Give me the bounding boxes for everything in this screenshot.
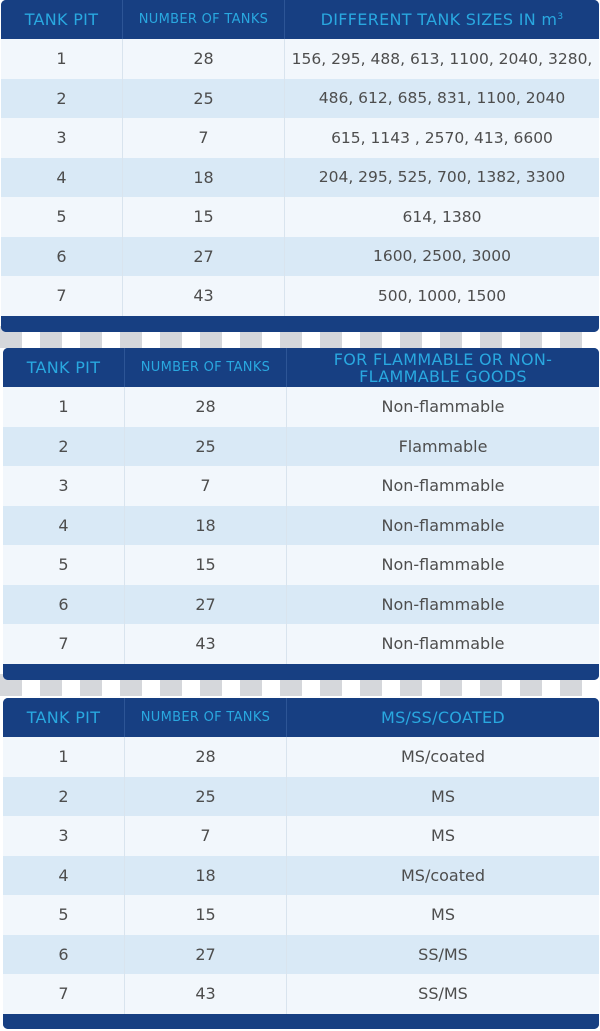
table-row bbox=[1, 79, 599, 119]
cell-number-of-tanks: 28 bbox=[125, 387, 287, 427]
cell-tank-sizes: 204, 295, 525, 700, 1382, 3300 bbox=[318, 168, 566, 187]
cell-tank-pit: 2 bbox=[3, 777, 125, 817]
table-header bbox=[3, 698, 599, 737]
cell-number-of-tanks: 25 bbox=[125, 427, 287, 467]
cell-number-of-tanks: 28 bbox=[125, 737, 287, 777]
cell-number-of-tanks: 43 bbox=[125, 624, 287, 664]
table-row bbox=[3, 585, 599, 625]
cell-number-of-tanks: 27 bbox=[125, 935, 287, 975]
cell-number-of-tanks: 18 bbox=[125, 856, 287, 896]
table-row bbox=[1, 237, 599, 277]
cell-material: SS/MS bbox=[418, 984, 468, 1004]
cell-tank-pit: 2 bbox=[1, 79, 123, 119]
header-number-of-tanks: NUMBER OF TANKS bbox=[123, 0, 285, 39]
cell-tank-pit: 4 bbox=[3, 856, 125, 896]
table-row bbox=[1, 39, 599, 79]
header-material: MS/SS/COATED bbox=[380, 708, 506, 727]
header-superscript: 3 bbox=[557, 12, 564, 22]
cell-tank-pit: 4 bbox=[3, 506, 125, 546]
table-body bbox=[1, 39, 599, 316]
cell-tank-pit: 6 bbox=[1, 237, 123, 277]
header-tank-pit: TANK PIT bbox=[1, 0, 123, 39]
table-row bbox=[3, 935, 599, 975]
table-header bbox=[1, 0, 599, 39]
cell-tank-pit: 5 bbox=[3, 545, 125, 585]
header-number-of-tanks: NUMBER OF TANKS bbox=[125, 348, 287, 387]
cell-number-of-tanks: 27 bbox=[125, 585, 287, 625]
table-row bbox=[3, 427, 599, 467]
cell-tank-pit: 6 bbox=[3, 935, 125, 975]
cell-tank-sizes: 1600, 2500, 3000 bbox=[372, 247, 512, 266]
cell-number-of-tanks: 7 bbox=[125, 816, 287, 856]
table-header bbox=[3, 348, 599, 387]
cell-tank-pit: 6 bbox=[3, 585, 125, 625]
cell-number-of-tanks: 7 bbox=[123, 118, 285, 158]
cell-flammability: Non-flammable bbox=[381, 515, 505, 535]
cell-material: MS/coated bbox=[400, 865, 485, 885]
table-row bbox=[3, 737, 599, 777]
cell-number-of-tanks: 25 bbox=[125, 777, 287, 817]
table-footer-bar bbox=[3, 1014, 599, 1029]
header-flammability: FOR FLAMMABLE OR NON-FLAMMABLE GOODS bbox=[333, 349, 553, 386]
cell-material: MS/coated bbox=[400, 747, 485, 767]
table-row bbox=[3, 777, 599, 817]
cell-material: MS bbox=[431, 786, 455, 806]
cell-tank-pit: 2 bbox=[3, 427, 125, 467]
cell-number-of-tanks: 28 bbox=[123, 39, 285, 79]
cell-tank-pit: 1 bbox=[1, 39, 123, 79]
table-row bbox=[3, 974, 599, 1014]
cell-tank-pit: 3 bbox=[1, 118, 123, 158]
cell-flammability: Non-flammable bbox=[381, 476, 505, 496]
cell-number-of-tanks: 15 bbox=[123, 197, 285, 237]
flammability-table bbox=[3, 348, 599, 680]
table-body bbox=[3, 387, 599, 664]
cell-tank-sizes: 614, 1380 bbox=[402, 207, 482, 226]
cell-tank-sizes: 156, 295, 488, 613, 1100, 2040, 3280, bbox=[291, 49, 593, 68]
table-row bbox=[3, 466, 599, 506]
cell-flammability: Flammable bbox=[398, 436, 488, 456]
table-row bbox=[1, 158, 599, 198]
cell-number-of-tanks: 18 bbox=[123, 158, 285, 198]
cell-tank-pit: 1 bbox=[3, 387, 125, 427]
header-tank-sizes-text: DIFFERENT TANK SIZES IN m bbox=[320, 10, 558, 29]
cell-number-of-tanks: 7 bbox=[125, 466, 287, 506]
cell-number-of-tanks: 43 bbox=[125, 974, 287, 1014]
cell-number-of-tanks: 18 bbox=[125, 506, 287, 546]
table-row bbox=[1, 276, 599, 316]
cell-material: MS bbox=[431, 905, 455, 925]
tank-sizes-table bbox=[1, 0, 599, 332]
header-tank-sizes bbox=[285, 0, 599, 39]
cell-material: SS/MS bbox=[418, 944, 468, 964]
table-row bbox=[3, 545, 599, 585]
table-row bbox=[1, 118, 599, 158]
table-row bbox=[1, 197, 599, 237]
cell-flammability: Non-flammable bbox=[381, 555, 505, 575]
cell-number-of-tanks: 15 bbox=[125, 545, 287, 585]
cell-number-of-tanks: 43 bbox=[123, 276, 285, 316]
cell-tank-pit: 3 bbox=[3, 466, 125, 506]
cell-flammability: Non-flammable bbox=[381, 634, 505, 654]
cell-number-of-tanks: 15 bbox=[125, 895, 287, 935]
table-row bbox=[3, 895, 599, 935]
cell-tank-pit: 3 bbox=[3, 816, 125, 856]
cell-tank-pit: 7 bbox=[1, 276, 123, 316]
cell-tank-pit: 4 bbox=[1, 158, 123, 198]
cell-tank-sizes: 500, 1000, 1500 bbox=[377, 286, 507, 305]
cell-tank-pit: 5 bbox=[1, 197, 123, 237]
table-row bbox=[3, 506, 599, 546]
table-row bbox=[3, 816, 599, 856]
table-row bbox=[3, 387, 599, 427]
header-tank-pit: TANK PIT bbox=[3, 348, 125, 387]
table-body bbox=[3, 737, 599, 1014]
material-table bbox=[3, 698, 599, 1029]
cell-tank-pit: 1 bbox=[3, 737, 125, 777]
cell-material: MS bbox=[431, 826, 455, 846]
cell-tank-pit: 7 bbox=[3, 974, 125, 1014]
cell-flammability: Non-flammable bbox=[381, 594, 505, 614]
table-row bbox=[3, 624, 599, 664]
cell-tank-sizes: 615, 1143 , 2570, 413, 6600 bbox=[331, 128, 553, 147]
cell-number-of-tanks: 25 bbox=[123, 79, 285, 119]
table-row bbox=[3, 856, 599, 896]
header-tank-pit: TANK PIT bbox=[3, 698, 125, 737]
cell-number-of-tanks: 27 bbox=[123, 237, 285, 277]
cell-flammability: Non-flammable bbox=[381, 397, 505, 417]
table-footer-bar bbox=[3, 664, 599, 680]
cell-tank-sizes: 486, 612, 685, 831, 1100, 2040 bbox=[318, 89, 566, 108]
cell-tank-pit: 7 bbox=[3, 624, 125, 664]
cell-tank-pit: 5 bbox=[3, 895, 125, 935]
table-footer-bar bbox=[1, 316, 599, 332]
header-number-of-tanks: NUMBER OF TANKS bbox=[125, 698, 287, 737]
